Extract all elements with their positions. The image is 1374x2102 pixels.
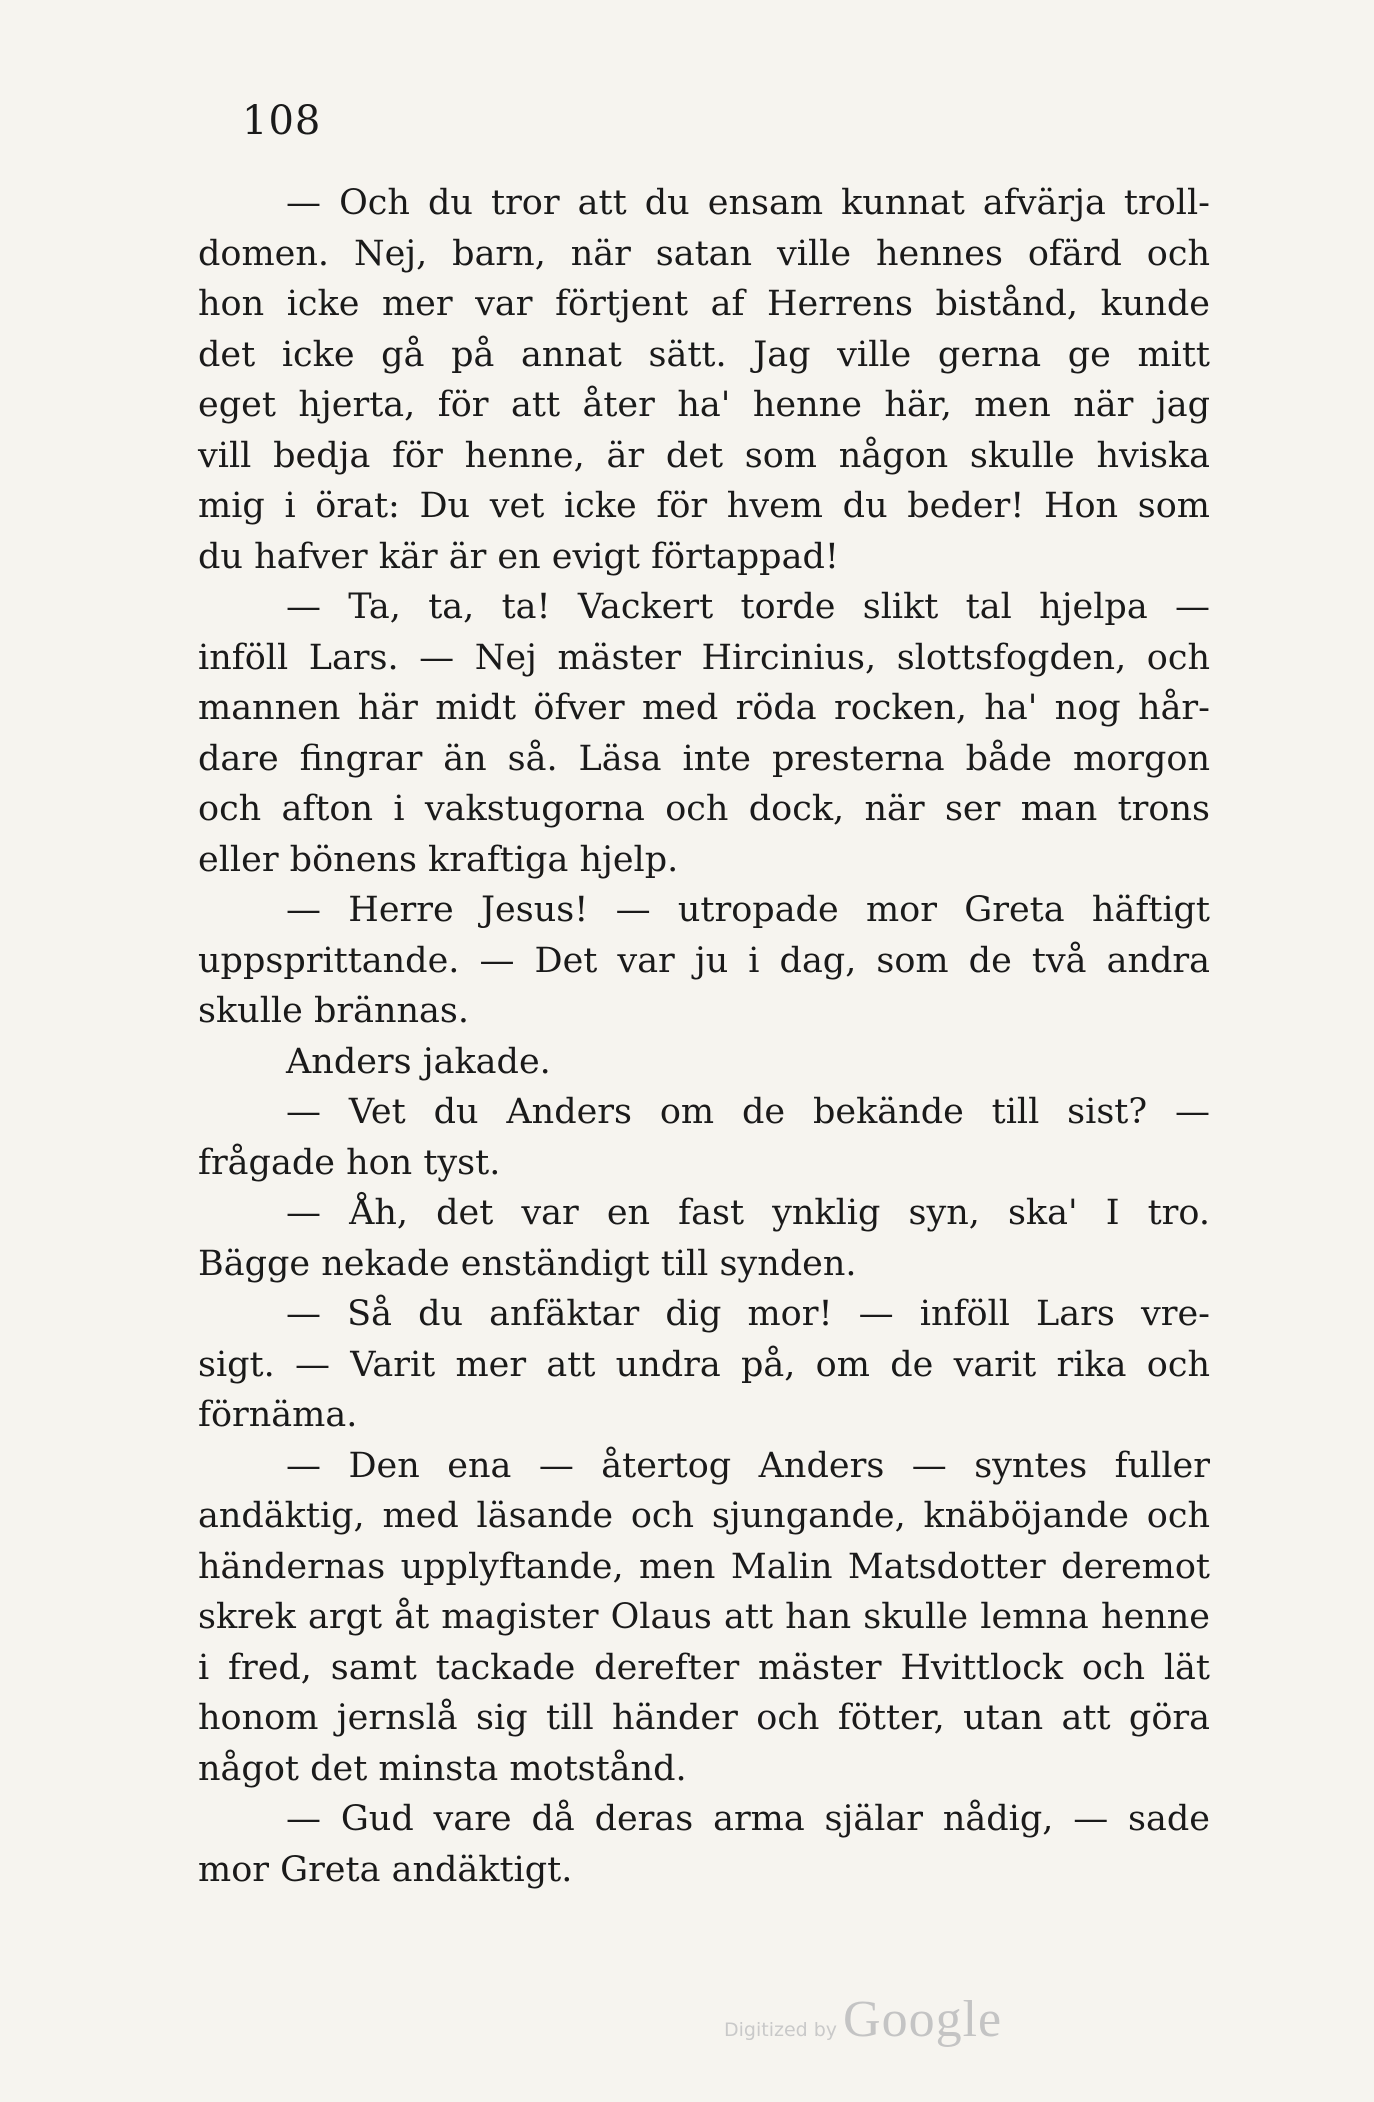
text-line: du hafver kär är en evigt förtappad! xyxy=(198,536,839,577)
text-line: hon icke mer var förtjent af Herrens bistånd, kunde xyxy=(198,284,1210,324)
text-line: i fred, samt tackade derefter mäster Hvittlock och lät xyxy=(198,1647,1210,1688)
text-line: något det minsta motstånd. xyxy=(198,1748,687,1789)
watermark-small-text: Digitized by xyxy=(724,2019,838,2041)
text-line: andäktig, med läsande och sjungande, knäböjande och xyxy=(198,1496,1210,1536)
text-line: skulle brännas. xyxy=(198,991,469,1031)
text-line: mannen här midt öfver med röda rocken, ha' nog hår- xyxy=(198,688,1210,728)
text-line: uppsprittande. — Det var ju i dag, som de två andra xyxy=(198,940,1210,981)
text-line: — Vet du Anders om de bekände till sist? — xyxy=(286,1092,1210,1132)
text-line: vill bedja för henne, är det som någon skulle hviska xyxy=(198,435,1210,476)
text-line: Anders jakade. xyxy=(286,1041,551,1082)
digitized-by-google-watermark xyxy=(724,1990,1024,2060)
text-line: domen. Nej, barn, när satan ville hennes ofärd och xyxy=(198,233,1210,274)
text-line: mig i örat: Du vet icke för hvem du beder! Hon som xyxy=(198,486,1210,526)
text-line: — Åh, det var en fast ynklig syn, ska' I tro. xyxy=(286,1193,1210,1233)
text-line: Bägge nekade enständigt till synden. xyxy=(198,1243,857,1284)
text-line: sigt. — Varit mer att undra på, om de varit rika och xyxy=(198,1344,1210,1385)
text-line: — Den ena — återtog Anders — syntes fuller xyxy=(286,1445,1210,1486)
text-line: dare fingrar än så. Läsa inte presterna både morgon xyxy=(198,738,1210,779)
text-line: eller bönens kraftiga hjelp. xyxy=(198,839,679,880)
page-number: 108 xyxy=(242,98,322,144)
text-line: mor Greta andäktigt. xyxy=(198,1849,573,1890)
text-line: händernas upplyftande, men Malin Matsdotter deremot xyxy=(198,1546,1210,1587)
text-line: det icke gå på annat sätt. Jag ville gerna ge mitt xyxy=(198,334,1210,375)
body-text xyxy=(198,178,1210,1895)
text-line: inföll Lars. — Nej mäster Hircinius, slottsfogden, och xyxy=(198,637,1210,678)
text-line: — Ta, ta, ta! Vackert torde slikt tal hjelpa — xyxy=(286,587,1210,627)
text-line: förnäma. xyxy=(198,1395,358,1435)
text-line: frågade hon tyst. xyxy=(198,1142,501,1183)
text-line: — Så du anfäktar dig mor! — inföll Lars vre- xyxy=(286,1294,1210,1334)
text-line: skrek argt åt magister Olaus att han skulle lemna henne xyxy=(198,1597,1210,1637)
text-line: — Gud vare då deras arma själar nådig, — sade xyxy=(286,1799,1210,1839)
text-line: — Och du tror att du ensam kunnat afvärja troll- xyxy=(286,183,1210,223)
text-line: eget hjerta, för att åter ha' henne här, men när jag xyxy=(198,385,1210,425)
text-line: och afton i vakstugorna och dock, när ser man trons xyxy=(198,789,1210,829)
watermark-logo-text: Google xyxy=(843,1991,1003,2048)
text-line: honom jernslå sig till händer och fötter, utan att göra xyxy=(198,1698,1210,1738)
text-line: — Herre Jesus! — utropade mor Greta häftigt xyxy=(286,890,1210,930)
